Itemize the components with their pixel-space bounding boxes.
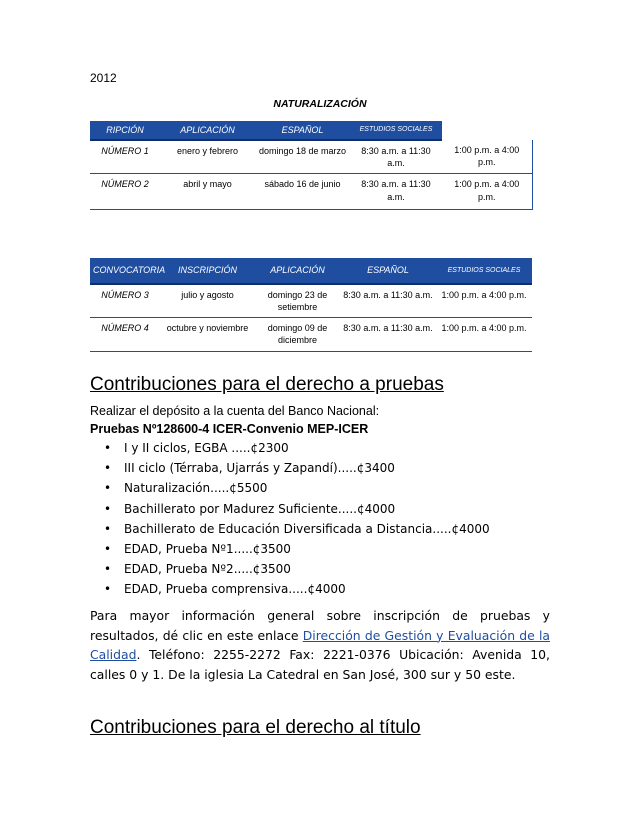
table-header-cell: ESPAÑOL [340, 258, 436, 284]
table-row [90, 174, 532, 210]
list-item: • Naturalización.....¢5500 [124, 478, 490, 498]
deposit-instructions: Realizar el depósito a la cuenta del Banco Nacional: [90, 404, 380, 418]
table-cell: 1:00 p.m. a 4:00 p.m. [436, 318, 532, 351]
table-cell: julio y agosto [160, 284, 255, 318]
table-header-cell: ESTUDIOS SOCIALES [350, 121, 442, 140]
row-label: NÚMERO 2 [90, 174, 160, 210]
account-number: Pruebas Nº128600-4 ICER-Convenio MEP-ICER [90, 422, 369, 436]
table-row [90, 140, 532, 174]
list-item: • EDAD, Prueba comprensiva.....¢4000 [124, 579, 490, 599]
table-header-cell: CONVOCATORIA [90, 258, 160, 284]
table-header-cell: APLICACIÓN [160, 121, 255, 140]
table-header-row [90, 258, 532, 284]
table-cell: 8:30 a.m. a 11:30 a.m. [350, 174, 442, 210]
list-item: • I y II ciclos, EGBA .....¢2300 [124, 438, 490, 458]
table-cell: sábado 16 de junio [255, 174, 350, 210]
year-label: 2012 [90, 71, 117, 85]
table-row [90, 284, 532, 318]
table-cell: abril y mayo [160, 174, 255, 210]
table-header-cell: RIPCIÓN [90, 121, 160, 140]
section-heading-pruebas: Contribuciones para el derecho a pruebas [90, 374, 444, 395]
row-label: NÚMERO 3 [90, 284, 160, 318]
table-cell: 1:00 p.m. a 4:00 p.m. [436, 284, 532, 318]
table-cell: enero y febrero [160, 140, 255, 174]
table-header-cell: APLICACIÓN [255, 258, 340, 284]
schedule-table-2 [90, 258, 532, 352]
list-item: • Bachillerato de Educación Diversificada a Distancia.....¢4000 [124, 519, 490, 539]
dgec-link[interactable]: Dirección de Gestión y Evaluación de la Calidad [90, 627, 550, 663]
row-label: NÚMERO 1 [90, 140, 160, 174]
table-header-cell: ESTUDIOS SOCIALES [436, 258, 532, 284]
list-item: • III ciclo (Térraba, Ujarrás y Zapandí).....¢3400 [124, 458, 490, 478]
table-cell: 8:30 a.m. a 11:30 a.m. [340, 284, 436, 318]
table-row [90, 318, 532, 351]
info-text-before: Para mayor información general sobre inscripción de pruebas y resultados, dé clic en este enlace [90, 608, 550, 643]
list-item: • Bachillerato por Madurez Suficiente.....¢4000 [124, 499, 490, 519]
table-cell: domingo 18 de marzo [255, 140, 350, 174]
table-header-cell: INSCRIPCIÓN [160, 258, 255, 284]
table-cell: domingo 23 de setiembre [255, 284, 340, 318]
schedule-table-1 [90, 121, 533, 210]
table-cell: 1:00 p.m. a 4:00 p.m. [442, 140, 532, 174]
row-label: NÚMERO 4 [90, 318, 160, 351]
info-text-after: . Teléfono: 2255-2272 Fax: 2221-0376 Ubicación: Avenida 10, calles 0 y 1. De la iglesia La Catedral en San José, 300 sur y 50 este. [90, 647, 550, 682]
section-heading-titulo: Contribuciones para el derecho al título [90, 717, 421, 738]
table-cell: 8:30 a.m. a 11:30 a.m. [340, 318, 436, 351]
table-header-row [90, 121, 532, 140]
table-cell: octubre y noviembre [160, 318, 255, 351]
list-item: • EDAD, Prueba Nº1.....¢3500 [124, 539, 490, 559]
table-header-cell: ESPAÑOL [255, 121, 350, 140]
table-header-blank [442, 121, 532, 140]
info-paragraph [90, 606, 550, 684]
table-cell: 1:00 p.m. a 4:00 p.m. [442, 174, 532, 210]
list-item: • EDAD, Prueba Nº2.....¢3500 [124, 559, 490, 579]
fee-list [90, 438, 490, 600]
table-subtitle: NATURALIZACIÓN [273, 98, 367, 110]
table-cell: 8:30 a.m. a 11:30 a.m. [350, 140, 442, 174]
table-cell: domingo 09 de diciembre [255, 318, 340, 351]
